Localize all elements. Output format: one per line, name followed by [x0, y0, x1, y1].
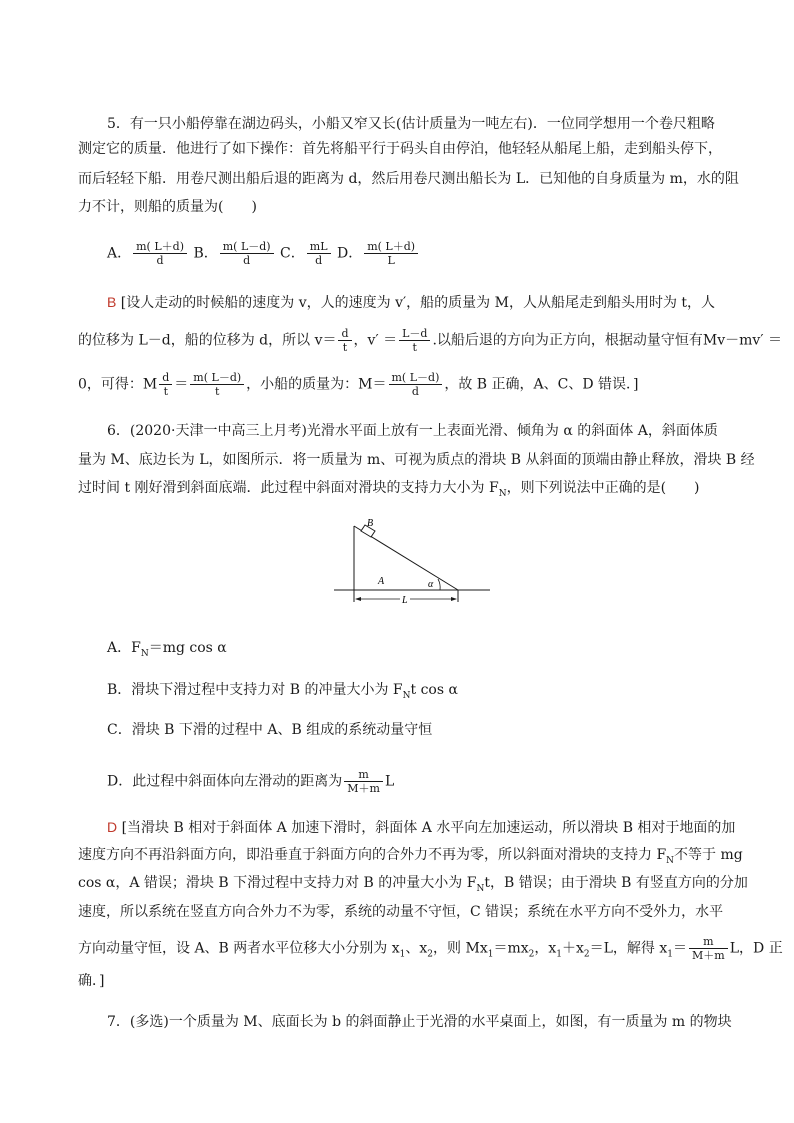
q6-opt-d-fraction	[344, 768, 383, 795]
q6-explanation-line-6: 确．]	[78, 973, 105, 989]
q6-exp-2-sub: N	[666, 855, 675, 866]
q5-opt-b-label: B．	[193, 245, 218, 262]
q6-exp-5-den: M＋m	[689, 948, 728, 962]
q6-exp-5-num: m	[703, 935, 714, 948]
q6-exp-5a: 方向动量守恒，设 A、B 两者水平位移大小分别为 x	[78, 940, 400, 957]
q5-exp-2a: 的位移为 L－d，船的位移为 d，所以 v＝	[78, 332, 337, 349]
q6-answer: D	[107, 819, 118, 835]
q5-exp-3a: 0，可得：M	[78, 376, 158, 393]
q6-exp-5f: ＋x	[562, 940, 584, 957]
q5-exp3-f1-num: d	[162, 371, 170, 384]
q5-explanation-line-3	[78, 371, 639, 398]
q5-options	[107, 240, 420, 267]
incline-figure	[334, 518, 494, 610]
alpha-arc	[438, 579, 440, 590]
q6-exp-3a: cos α，A 错误；滑块 B 下滑过程中支持力对 B 的冲量大小为 F	[78, 875, 477, 891]
q6-exp-5-sub7: 1	[667, 949, 674, 960]
q5-opt-c-label: C．	[280, 245, 305, 262]
q5-opt-a-den: d	[133, 253, 187, 267]
q5-exp-3c: ，小船的质量为：M＝	[246, 376, 387, 393]
q6-opt-a-1: A．F	[107, 640, 141, 656]
q5-opt-c-den: d	[307, 253, 331, 267]
q6-opt-b-sub: N	[402, 690, 411, 701]
label-a: A	[378, 576, 385, 587]
q6-line-3b: ，则下列说法中正确的是( )	[506, 480, 700, 496]
q5-opt-b-num: m( L－d)	[222, 240, 271, 253]
q6-exp-5d: ＝mx	[493, 940, 529, 957]
q6-explanation-line-1	[107, 818, 735, 837]
q5-exp2-frac-2	[399, 327, 430, 354]
q6-opt-d-tail: L	[384, 773, 395, 790]
q6-exp-5-sub6: 2	[583, 949, 590, 960]
q5-opt-a-num: m( L＋d)	[136, 240, 184, 253]
label-alpha: α	[428, 579, 434, 590]
q6-option-a	[107, 639, 227, 663]
q5-exp3-f3-den: d	[389, 384, 443, 398]
q6-exp-5c: ，则 Mx	[433, 940, 488, 957]
label-l: L	[402, 595, 408, 606]
q6-exp-5-sub3: 1	[487, 949, 494, 960]
q6-exp-5-sub5: 1	[556, 949, 562, 960]
q5-exp-3b: ＝	[174, 376, 189, 393]
q6-opt-d-den: M＋m	[344, 781, 383, 795]
q6-exp-5b: 、x	[405, 940, 428, 957]
q5-opt-d-num: m( L＋d)	[367, 240, 416, 253]
q5-exp-1: [设人走动的时候船的速度为 v，人的速度为 v′，船的质量为 M，人从船尾走到船头用时为 t，人	[120, 295, 716, 311]
q5-exp3-f2-den: t	[190, 384, 244, 398]
q6-exp-5e: ，x	[534, 940, 557, 957]
q5-opt-a-label: A．	[107, 245, 132, 262]
q6-exp-1: [当滑块 B 相对于斜面体 A 加速下滑时，斜面体 A 水平向左加速运动，所以滑块 B 相对于地面的加	[121, 820, 736, 836]
q6-exp-5-sub2: 2	[427, 949, 434, 960]
q6-exp-5h: ＝	[673, 940, 688, 957]
q5-exp2-frac-1	[338, 327, 351, 354]
q6-exp-5-fraction	[689, 935, 728, 962]
q6-exp-5i: L，D 正	[729, 940, 783, 957]
q5-explanation-line-1	[107, 293, 715, 312]
q5-exp3-f2-num: m( L－d)	[193, 371, 242, 384]
q6-option-b	[107, 681, 458, 705]
q5-exp2-f2-den: t	[399, 340, 430, 354]
q6-option-d	[107, 768, 394, 795]
q6-opt-a-2: ＝mg cos α	[148, 640, 227, 656]
q6-explanation-line-4: 速度，所以系统在竖直方向合外力不为零，系统的动量不守恒，C 错误；系统在水平方向不受外力，水平	[78, 904, 724, 920]
q6-line-2: 量为 M、底边长为 L，如图所示．将一质量为 m、可视为质点的滑块 B 从斜面的顶端由静止释放，滑块 B 经	[78, 452, 755, 468]
q6-opt-a-sub: N	[140, 648, 149, 659]
q6-line-3a: 过时间 t 刚好滑到斜面底端．此过程中斜面对滑块的支持力大小为 F	[78, 480, 499, 496]
q5-opt-d-den: L	[364, 253, 418, 267]
q5-line-2: 测定它的质量．他进行了如下操作：首先将船平行于码头自由停泊，他轻轻从船尾上船，走到船头停下，	[78, 141, 722, 157]
label-b: B	[367, 518, 374, 529]
q5-answer: B	[107, 294, 117, 310]
q7-line-1: 7．(多选)一个质量为 M、底面长为 b 的斜面静止于光滑的水平桌面上，如图，有一质量为 m 的物块	[107, 1014, 732, 1030]
q6-exp-3b: t，B 错误；由于滑块 B 有竖直方向的分加	[484, 875, 748, 891]
q5-line-4: 力不计，则船的质量为( )	[78, 199, 257, 215]
q6-line-3-sub: N	[498, 488, 507, 499]
q5-opt-c-fraction	[307, 240, 331, 267]
q6-line-1: 6．(2020·天津一中高三上月考)光滑水平面上放有一上表面光滑、倾角为 α 的斜面体 A，斜面体质	[107, 423, 718, 439]
q5-line-1: 5．有一只小船停靠在湖边码头，小船又窄又长(估计质量为一吨左右)．一位同学想用一个卷尺粗略	[107, 116, 715, 132]
q5-opt-c-num: mL	[309, 240, 328, 253]
q5-exp-2b: ，v′ ＝	[353, 332, 398, 349]
q6-line-3	[78, 479, 700, 503]
q5-exp2-f1-num: d	[341, 327, 349, 340]
q5-opt-a-fraction	[133, 240, 187, 267]
q6-explanation-line-2	[78, 846, 743, 870]
q6-opt-b-2: t cos α	[410, 682, 458, 698]
q5-exp3-f1-den: t	[159, 384, 172, 398]
q5-exp3-frac-2	[190, 371, 244, 398]
q6-explanation-line-5	[78, 935, 783, 963]
q6-exp-5-sub1: 1	[399, 949, 406, 960]
q6-explanation-line-3	[78, 874, 748, 898]
q6-exp-5g: ＝L，解得 x	[589, 940, 668, 957]
q5-opt-b-fraction	[220, 240, 274, 267]
dim-arrow-right	[451, 597, 457, 601]
q5-exp3-f3-num: m( L－d)	[391, 371, 440, 384]
q5-exp-2c: .以船后退的方向为正方向，根据动量守恒有Mv－mv′ ＝	[432, 332, 782, 349]
q6-exp-5-sub4: 2	[528, 949, 535, 960]
q5-exp2-f2-num: L－d	[402, 327, 428, 340]
q6-option-c: C．滑块 B 下滑的过程中 A、B 组成的系统动量守恒	[107, 722, 433, 738]
q5-opt-d-fraction	[364, 240, 418, 267]
q6-exp-3-sub: N	[476, 883, 485, 894]
dim-arrow-left	[355, 597, 361, 601]
q6-opt-b-1: B．滑块下滑过程中支持力对 B 的冲量大小为 F	[107, 682, 403, 698]
q6-opt-d-text: D．此过程中斜面体向左滑动的距离为	[107, 773, 343, 790]
q5-exp-3d: ，故 B 正确，A、C、D 错误．]	[444, 376, 639, 393]
q5-explanation-line-2	[78, 327, 782, 354]
q5-exp2-f1-den: t	[338, 340, 351, 354]
q6-exp-2a: 速度方向不再沿斜面方向，即沿垂直于斜面方向的合外力不再为零，所以斜面对滑块的支持力 F	[78, 847, 667, 863]
q6-exp-2b: 不等于 mg	[674, 847, 743, 863]
q6-opt-d-num: m	[358, 768, 369, 781]
q5-opt-d-label: D．	[336, 245, 363, 262]
q5-exp3-frac-3	[389, 371, 443, 398]
q5-opt-b-den: d	[220, 253, 274, 267]
q5-line-3: 而后轻轻下船．用卷尺测出船后退的距离为 d，然后用卷尺测出船长为 L．已知他的自身质量为 m，水的阻	[78, 171, 739, 187]
q5-exp3-frac-1	[159, 371, 172, 398]
